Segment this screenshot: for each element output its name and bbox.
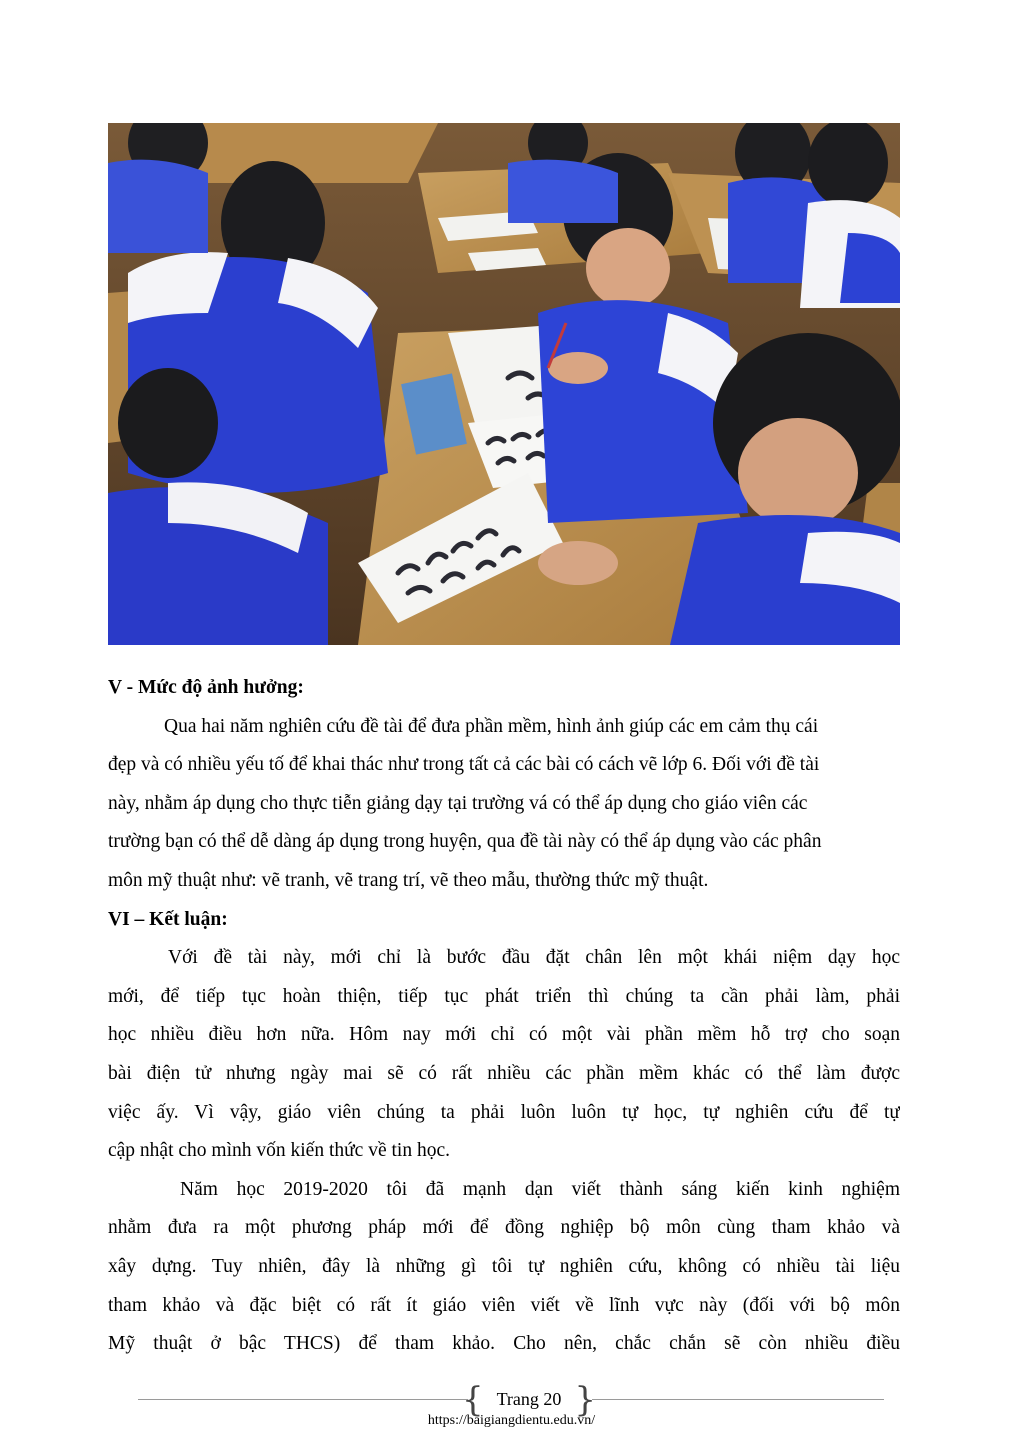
left-brace-icon: {: [462, 1380, 484, 1420]
paragraph-line: trường bạn có thể dễ dàng áp dụng trong huyện, qua đề tài này có thể áp dụng vào các phân: [108, 831, 822, 853]
paragraph-line: xây dựng. Tuy nhiên, đây là những gì tôi tự nghiên cứu, không có nhiều tài liệu: [108, 1255, 900, 1277]
paragraph-line: Mỹ thuật ở bậc THCS) để tham khảo. Cho nên, chắc chắn sẽ còn nhiều điều: [108, 1333, 900, 1355]
paragraph-line: học nhiều điều hơn nữa. Hôm nay mới chỉ có một vài phần mềm hỗ trợ cho soạn: [108, 1024, 900, 1046]
paragraph-line: Với đề tài này, mới chỉ là bước đầu đặt chân lên một khái niệm dạy học: [168, 947, 900, 969]
paragraph-line: môn mỹ thuật như: vẽ tranh, vẽ trang trí, vẽ theo mẫu, thường thức mỹ thuật.: [108, 869, 709, 891]
section-heading-v: V - Mức độ ảnh hưởng:: [108, 677, 304, 698]
paragraph-line: nhằm đưa ra một phương pháp mới để đồng nghiệp bộ môn cùng tham khảo và: [108, 1217, 900, 1239]
page-number: Trang 20: [496, 1389, 562, 1409]
paragraph-line: cập nhật cho mình vốn kiến thức về tin học.: [108, 1140, 450, 1162]
right-brace-icon: }: [574, 1380, 596, 1420]
paragraph-line: này, nhằm áp dụng cho thực tiễn giảng dạy tại trường vá có thể áp dụng cho giáo viên các: [108, 792, 808, 814]
section-heading-vi: VI – Kết luận:: [108, 908, 228, 930]
paragraph-line: đẹp và có nhiều yếu tố để khai thác như trong tất cả các bài có cách vẽ lớp 6. Đối với đề tài: [108, 754, 820, 776]
footer-rule-left: [138, 1399, 468, 1400]
paragraph-line: tham khảo và đặc biệt có rất ít giáo viên viết về lĩnh vực này (đối với bộ môn: [108, 1294, 900, 1316]
section-v: [108, 669, 900, 1364]
classroom-photo: [108, 123, 900, 645]
footer-url[interactable]: https://baigiangdientu.edu.vn/: [427, 1413, 596, 1428]
paragraph-line: Năm học 2019-2020 tôi đã mạnh dạn viết thành sáng kiến kinh nghiệm: [180, 1178, 900, 1200]
paragraph-line: Qua hai năm nghiên cứu đề tài để đưa phần mềm, hình ảnh giúp các em cảm thụ cái: [164, 715, 819, 737]
footer-rule-right: [592, 1399, 884, 1400]
classroom-calligraphy-icon: [108, 123, 900, 645]
paragraph-line: bài điện tử nhưng ngày mai sẽ có rất nhiều các phần mềm khác có thể làm được: [108, 1062, 900, 1084]
paragraph-line: việc ấy. Vì vậy, giáo viên chúng ta phải luôn luôn tự học, tự nghiên cứu để tự: [108, 1101, 900, 1123]
paragraph-line: mới, để tiếp tục hoàn thiện, tiếp tục phát triển thì chúng ta cần phải làm, phải: [108, 985, 900, 1007]
